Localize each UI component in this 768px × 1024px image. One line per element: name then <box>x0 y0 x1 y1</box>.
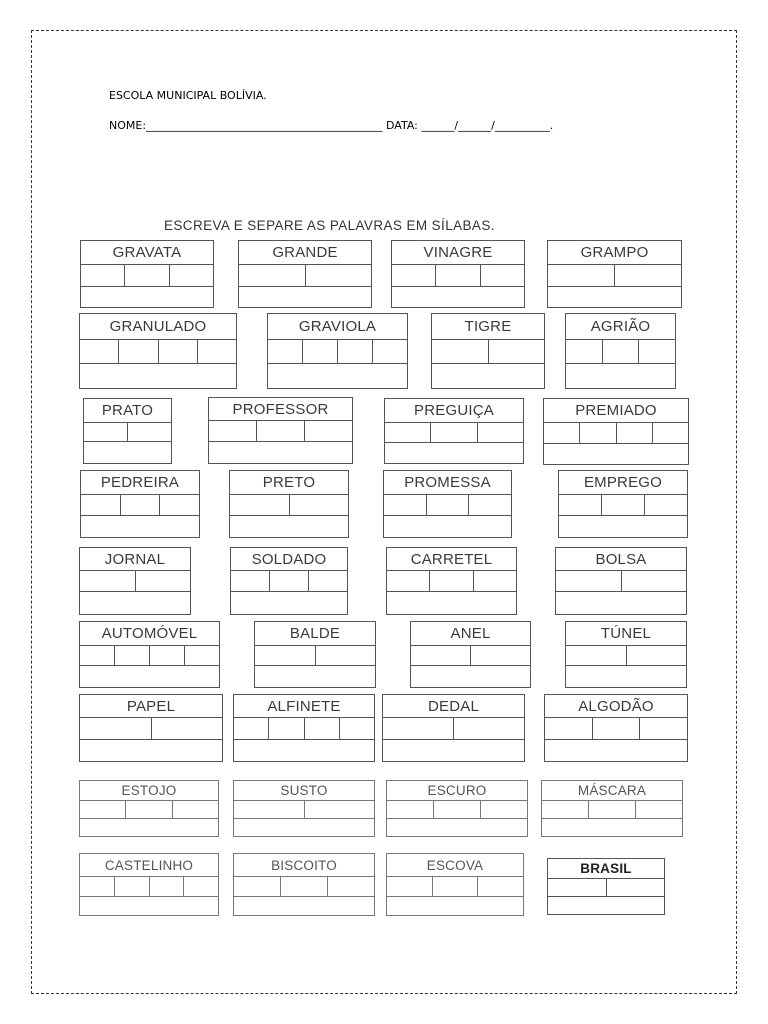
word-card-estojo <box>79 780 219 837</box>
write-word-box[interactable] <box>80 592 190 613</box>
write-word-box[interactable] <box>209 442 352 462</box>
syllable-boxes <box>566 340 675 364</box>
word-card-escova <box>386 853 524 916</box>
syllable-box[interactable] <box>645 495 687 515</box>
word-card-balde <box>254 621 376 688</box>
write-word-box[interactable] <box>566 666 686 686</box>
syllable-box[interactable] <box>566 646 627 665</box>
syllable-box[interactable] <box>170 265 213 286</box>
syllable-box[interactable] <box>469 495 511 515</box>
word-card-escuro <box>386 780 528 837</box>
syllable-box[interactable] <box>80 571 136 591</box>
syllable-boxes <box>542 801 682 819</box>
syllable-boxes <box>556 571 686 592</box>
syllable-box[interactable] <box>640 718 687 739</box>
syllable-boxes <box>80 801 218 819</box>
word-label: ALFINETE <box>234 695 374 718</box>
write-word-box[interactable] <box>231 592 347 613</box>
syllable-box[interactable] <box>593 718 641 739</box>
syllable-box[interactable] <box>548 879 607 896</box>
syllable-box[interactable] <box>198 340 236 363</box>
word-label: BOLSA <box>556 548 686 571</box>
syllable-box[interactable] <box>559 495 602 515</box>
word-label: MÁSCARA <box>542 781 682 801</box>
word-card-emprego <box>558 470 688 538</box>
syllable-boxes <box>234 801 374 819</box>
word-card-tigre <box>431 313 545 389</box>
write-word-box[interactable] <box>544 444 688 463</box>
syllable-box[interactable] <box>545 718 593 739</box>
syllable-box[interactable] <box>427 495 470 515</box>
write-word-box[interactable] <box>387 897 523 914</box>
write-word-box[interactable] <box>556 592 686 613</box>
syllable-box[interactable] <box>119 340 158 363</box>
word-label: ALGODÃO <box>545 695 687 718</box>
syllable-box[interactable] <box>548 265 615 286</box>
syllable-box[interactable] <box>125 265 169 286</box>
syllable-box[interactable] <box>430 571 473 591</box>
write-word-box[interactable] <box>385 443 523 462</box>
word-label: GRANDE <box>239 241 371 265</box>
syllable-boxes <box>80 718 222 740</box>
syllable-boxes <box>385 423 523 443</box>
syllable-box[interactable] <box>126 801 172 818</box>
write-word-box[interactable] <box>383 740 524 760</box>
syllable-box[interactable] <box>328 877 374 896</box>
word-card-vinagre <box>391 240 525 308</box>
syllable-box[interactable] <box>603 340 640 363</box>
syllable-box[interactable] <box>173 801 218 818</box>
syllable-box[interactable] <box>602 495 645 515</box>
word-card-anel <box>410 621 531 688</box>
syllable-boxes <box>387 877 523 897</box>
syllable-box[interactable] <box>387 801 434 818</box>
word-label: GRAVIOLA <box>268 314 407 340</box>
syllable-boxes <box>231 571 347 592</box>
syllable-box[interactable] <box>481 265 524 286</box>
syllable-box[interactable] <box>474 571 516 591</box>
write-word-box[interactable] <box>80 740 222 760</box>
word-label: BISCOITO <box>234 854 374 877</box>
word-card-jornal <box>79 547 191 615</box>
word-label: PRETO <box>230 471 348 495</box>
syllable-box[interactable] <box>281 877 328 896</box>
syllable-boxes <box>548 879 664 897</box>
syllable-box[interactable] <box>81 495 121 515</box>
word-card-agriao <box>565 313 676 389</box>
syllable-box[interactable] <box>607 879 665 896</box>
write-word-box[interactable] <box>80 666 219 686</box>
word-label: ANEL <box>411 622 530 646</box>
word-card-tunel <box>565 621 687 688</box>
write-word-box[interactable] <box>392 287 524 306</box>
word-label: AGRIÃO <box>566 314 675 340</box>
write-word-box[interactable] <box>411 666 530 686</box>
syllable-boxes <box>80 340 236 364</box>
syllable-box[interactable] <box>303 340 338 363</box>
syllable-boxes <box>392 265 524 287</box>
syllable-box[interactable] <box>305 718 340 739</box>
syllable-box[interactable] <box>316 646 376 665</box>
syllable-box[interactable] <box>340 718 374 739</box>
word-label: SOLDADO <box>231 548 347 571</box>
syllable-box[interactable] <box>136 571 191 591</box>
syllable-box[interactable] <box>434 801 481 818</box>
syllable-box[interactable] <box>542 801 589 818</box>
syllable-box[interactable] <box>239 265 306 286</box>
syllable-boxes <box>432 340 544 364</box>
syllable-box[interactable] <box>255 646 316 665</box>
syllable-box[interactable] <box>478 877 523 896</box>
word-card-dedal <box>382 694 525 762</box>
word-card-graviola <box>267 313 408 389</box>
syllable-box[interactable] <box>290 495 349 515</box>
syllable-boxes <box>387 801 527 819</box>
syllable-box[interactable] <box>80 646 115 665</box>
syllable-box[interactable] <box>257 421 305 441</box>
word-label: PROMESSA <box>384 471 511 495</box>
write-word-box[interactable] <box>239 287 371 306</box>
word-label: JORNAL <box>80 548 190 571</box>
word-card-carretel <box>386 547 517 615</box>
syllable-box[interactable] <box>234 877 281 896</box>
syllable-box[interactable] <box>433 877 479 896</box>
syllable-box[interactable] <box>580 423 616 443</box>
word-label: BALDE <box>255 622 375 646</box>
write-word-box[interactable] <box>268 364 407 387</box>
syllable-boxes <box>80 571 190 592</box>
syllable-box[interactable] <box>305 801 375 818</box>
syllable-box[interactable] <box>115 646 150 665</box>
syllable-box[interactable] <box>84 423 128 441</box>
syllable-box[interactable] <box>115 877 150 896</box>
write-word-box[interactable] <box>80 897 218 914</box>
write-word-box[interactable] <box>542 819 682 835</box>
write-word-box[interactable] <box>80 819 218 835</box>
syllable-box[interactable] <box>387 571 430 591</box>
write-word-box[interactable] <box>545 740 687 760</box>
syllable-boxes <box>559 495 687 516</box>
syllable-boxes <box>411 646 530 666</box>
syllable-box[interactable] <box>481 801 527 818</box>
syllable-box[interactable] <box>150 646 185 665</box>
word-label: ESTOJO <box>80 781 218 801</box>
syllable-box[interactable] <box>622 571 687 591</box>
syllable-box[interactable] <box>184 877 218 896</box>
syllable-box[interactable] <box>160 495 199 515</box>
syllable-box[interactable] <box>268 340 303 363</box>
word-card-prato <box>83 398 172 464</box>
syllable-box[interactable] <box>478 423 523 442</box>
word-card-pedreira <box>80 470 200 538</box>
syllable-boxes <box>234 718 374 740</box>
syllable-box[interactable] <box>159 340 198 363</box>
syllable-box[interactable] <box>81 265 125 286</box>
syllable-box[interactable] <box>230 495 290 515</box>
syllable-box[interactable] <box>432 340 489 363</box>
word-label: PEDREIRA <box>81 471 199 495</box>
word-card-algodao <box>544 694 688 762</box>
word-label: GRAVATA <box>81 241 213 265</box>
word-card-grande <box>238 240 372 308</box>
word-label: TIGRE <box>432 314 544 340</box>
word-label: SUSTO <box>234 781 374 801</box>
syllable-box[interactable] <box>80 340 119 363</box>
syllable-box[interactable] <box>185 646 219 665</box>
write-word-box[interactable] <box>84 442 171 462</box>
word-card-mascara <box>541 780 683 837</box>
syllable-box[interactable] <box>338 340 373 363</box>
syllable-boxes <box>544 423 688 444</box>
write-word-box[interactable] <box>234 740 374 760</box>
syllable-box[interactable] <box>234 801 305 818</box>
syllable-box[interactable] <box>431 423 477 442</box>
word-card-preto <box>229 470 349 538</box>
syllable-boxes <box>84 423 171 442</box>
word-label: ESCURO <box>387 781 527 801</box>
syllable-boxes <box>268 340 407 364</box>
syllable-box[interactable] <box>383 718 454 739</box>
syllable-box[interactable] <box>454 718 524 739</box>
syllable-boxes <box>80 646 219 666</box>
word-label: GRANULADO <box>80 314 236 340</box>
syllable-box[interactable] <box>436 265 480 286</box>
syllable-boxes <box>387 571 516 592</box>
syllable-box[interactable] <box>269 718 304 739</box>
word-card-premiado <box>543 398 689 465</box>
write-word-box[interactable] <box>566 364 675 387</box>
write-word-box[interactable] <box>387 819 527 835</box>
syllable-box[interactable] <box>209 421 257 441</box>
syllable-box[interactable] <box>305 421 352 441</box>
syllable-boxes <box>234 877 374 897</box>
syllable-box[interactable] <box>589 801 636 818</box>
word-label: BRASIL <box>548 859 664 879</box>
syllable-boxes <box>81 265 213 287</box>
word-card-professor <box>208 397 353 464</box>
word-card-biscoito <box>233 853 375 916</box>
syllable-boxes <box>548 265 681 287</box>
word-card-promessa <box>383 470 512 538</box>
syllable-boxes <box>80 877 218 897</box>
syllable-box[interactable] <box>80 801 126 818</box>
word-card-grampo <box>547 240 682 308</box>
word-card-alfinete <box>233 694 375 762</box>
word-label: CARRETEL <box>387 548 516 571</box>
syllable-box[interactable] <box>392 265 436 286</box>
word-label: VINAGRE <box>392 241 524 265</box>
word-card-preguica <box>384 398 524 464</box>
syllable-boxes <box>545 718 687 740</box>
word-card-susto <box>233 780 375 837</box>
word-card-soldado <box>230 547 348 615</box>
word-label: PRATO <box>84 399 171 423</box>
name-date-line[interactable]: NOME:___________________________________________ DATA: ______/______/__________. <box>109 119 554 132</box>
syllable-box[interactable] <box>384 495 427 515</box>
syllable-box[interactable] <box>627 646 687 665</box>
word-card-automovel <box>79 621 220 688</box>
word-label: ESCOVA <box>387 854 523 877</box>
write-word-box[interactable] <box>80 364 236 387</box>
word-label: GRAMPO <box>548 241 681 265</box>
syllable-box[interactable] <box>489 340 545 363</box>
write-word-box[interactable] <box>81 287 213 306</box>
word-label: DEDAL <box>383 695 524 718</box>
syllable-box[interactable] <box>150 877 185 896</box>
word-card-bolsa <box>555 547 687 615</box>
write-word-box[interactable] <box>384 516 511 536</box>
word-card-gravata <box>80 240 214 308</box>
syllable-boxes <box>383 718 524 740</box>
word-label: CASTELINHO <box>80 854 218 877</box>
write-word-box[interactable] <box>432 364 544 387</box>
syllable-box[interactable] <box>639 340 675 363</box>
syllable-box[interactable] <box>234 718 269 739</box>
syllable-boxes <box>255 646 375 666</box>
syllable-boxes <box>81 495 199 516</box>
syllable-box[interactable] <box>617 423 653 443</box>
write-word-box[interactable] <box>548 287 681 306</box>
syllable-box[interactable] <box>231 571 270 591</box>
word-card-brasil <box>547 858 665 915</box>
syllable-box[interactable] <box>309 571 347 591</box>
syllable-box[interactable] <box>385 423 431 442</box>
word-label: EMPREGO <box>559 471 687 495</box>
word-label: PAPEL <box>80 695 222 718</box>
syllable-box[interactable] <box>653 423 688 443</box>
word-label: AUTOMÓVEL <box>80 622 219 646</box>
write-word-box[interactable] <box>255 666 375 686</box>
syllable-box[interactable] <box>636 801 682 818</box>
syllable-boxes <box>566 646 686 666</box>
word-label: PREGUIÇA <box>385 399 523 423</box>
write-word-box[interactable] <box>230 516 348 536</box>
word-label: TÚNEL <box>566 622 686 646</box>
word-label: PREMIADO <box>544 399 688 423</box>
syllable-box[interactable] <box>615 265 681 286</box>
word-label: PROFESSOR <box>209 398 352 421</box>
write-word-box[interactable] <box>548 897 664 913</box>
syllable-box[interactable] <box>556 571 622 591</box>
word-card-granulado <box>79 313 237 389</box>
syllable-box[interactable] <box>121 495 161 515</box>
syllable-box[interactable] <box>128 423 171 441</box>
syllable-box[interactable] <box>566 340 603 363</box>
syllable-box[interactable] <box>306 265 372 286</box>
write-word-box[interactable] <box>234 897 374 914</box>
syllable-boxes <box>209 421 352 442</box>
syllable-box[interactable] <box>411 646 471 665</box>
syllable-box[interactable] <box>544 423 580 443</box>
syllable-box[interactable] <box>270 571 309 591</box>
syllable-box[interactable] <box>152 718 223 739</box>
syllable-box[interactable] <box>80 877 115 896</box>
write-word-box[interactable] <box>559 516 687 536</box>
write-word-box[interactable] <box>234 819 374 835</box>
syllable-box[interactable] <box>373 340 407 363</box>
exercise-title: ESCREVA E SEPARE AS PALAVRAS EM SÍLABAS. <box>164 218 495 233</box>
syllable-boxes <box>230 495 348 516</box>
school-name: ESCOLA MUNICIPAL BOLÍVIA. <box>109 89 267 102</box>
write-word-box[interactable] <box>387 592 516 613</box>
syllable-box[interactable] <box>387 877 433 896</box>
syllable-boxes <box>384 495 511 516</box>
write-word-box[interactable] <box>81 516 199 536</box>
syllable-box[interactable] <box>471 646 530 665</box>
syllable-box[interactable] <box>80 718 152 739</box>
word-card-castelinho <box>79 853 219 916</box>
word-card-papel <box>79 694 223 762</box>
syllable-boxes <box>239 265 371 287</box>
